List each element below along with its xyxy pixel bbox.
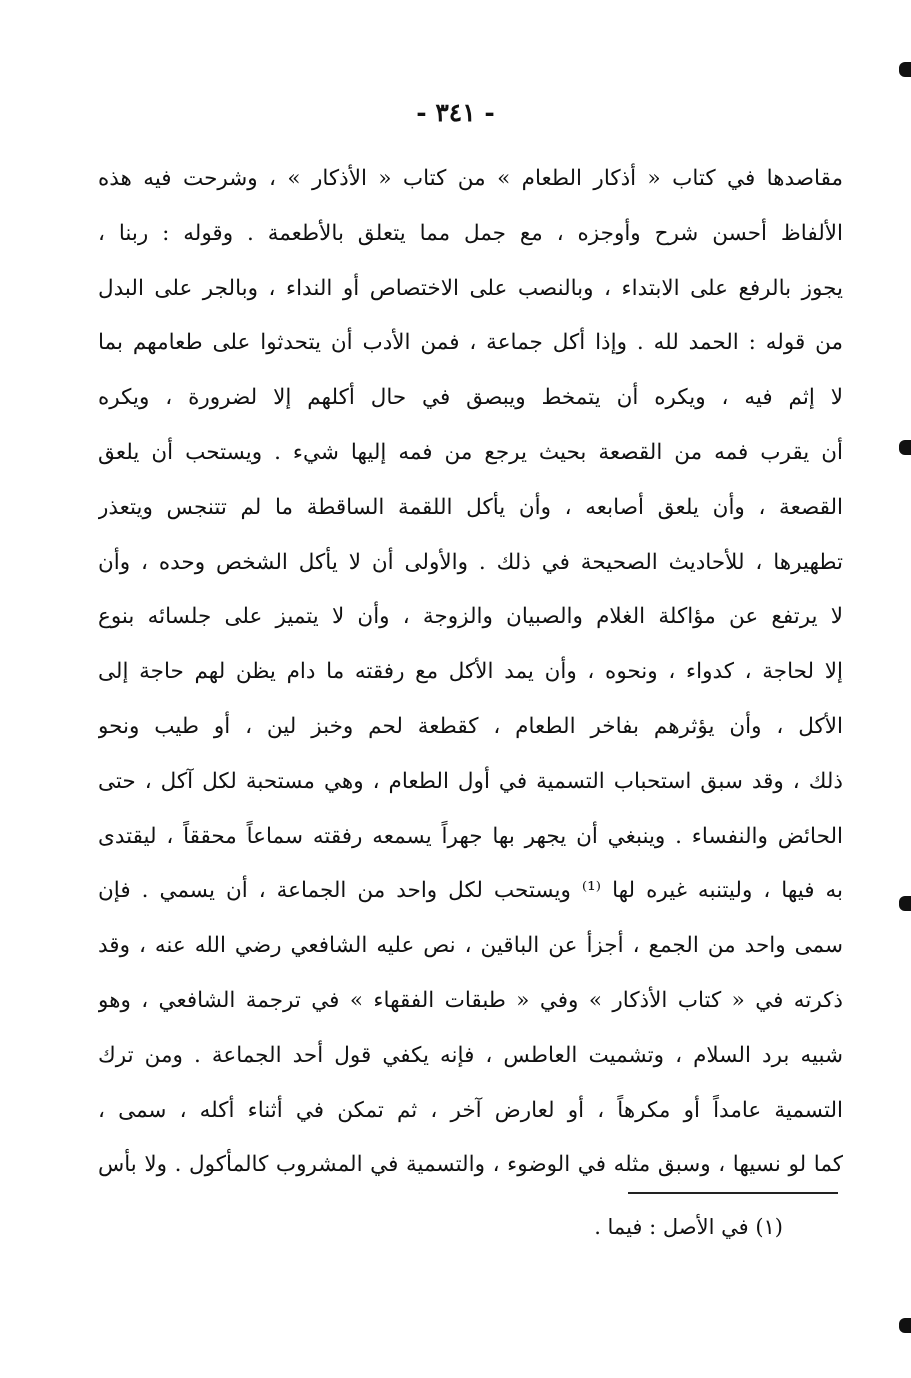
text-line: كما لو نسيها ، وسبق مثله في الوضوء ، والتسمية في المشروب كالمأكول . ولا بأس bbox=[98, 1152, 843, 1178]
footnote: (١) في الأصل : فيما . bbox=[594, 1215, 783, 1239]
text-line: الأكل ، وأن يؤثرهم بفاخر الطعام ، كقطعة لحم وخبز لين ، أو طيب ونحو bbox=[98, 713, 843, 739]
text-line: لا إثم فيه ، ويكره أن يتمخط ويبصق في حال أكلهم إلا لضرورة ، ويكره bbox=[98, 385, 843, 411]
footnote-divider bbox=[628, 1192, 838, 1194]
text-line: أن يقرب فمه من القصعة بحيث يرجع من فمه إليها شيء . ويستحب أن يلعق bbox=[98, 439, 843, 465]
text-line: من قوله : الحمد لله . وإذا أكل جماعة ، فمن الأدب أن يتحدثوا على طعامهم بما bbox=[98, 330, 843, 356]
text-line: القصعة ، وأن يلعق أصابعه ، وأن يأكل اللقمة الساقطة ما لم تتنجس ويتعذر bbox=[98, 494, 843, 520]
edge-mark bbox=[899, 62, 911, 77]
text-line: إلا لحاجة ، كدواء ، ونحوه ، وأن يمد الأكل مع رفقته ما دام يظن لهم حاجة إلى bbox=[98, 659, 843, 685]
text-line: الحائض والنفساء . وينبغي أن يجهر بها جهراً يسمعه رفقته سماعاً محققاً ، ليقتدى bbox=[98, 823, 843, 849]
text-line: لا يرتفع عن مؤاكلة الغلام والصبيان والزوجة ، وأن لا يتميز على جلسائه بنوع bbox=[98, 604, 843, 630]
text-line: ذلك ، وقد سبق استحباب التسمية في أول الطعام ، وهي مستحبة لكل آكل ، حتى bbox=[98, 768, 843, 794]
page-number: - ٣٤١ - bbox=[416, 98, 495, 127]
text-line: شبيه برد السلام ، وتشميت العاطس ، فإنه يكفي قول أحد الجماعة . ومن ترك bbox=[98, 1042, 843, 1068]
edge-mark bbox=[899, 440, 911, 455]
text-line: مقاصدها في كتاب « أذكار الطعام » من كتاب « الأذكار » ، وشرحت فيه هذه bbox=[98, 166, 843, 191]
text-line: تطهيرها ، للأحاديث الصحيحة في ذلك . والأولى أن لا يأكل الشخص وحده ، وأن bbox=[98, 549, 843, 575]
text-line: التسمية عامداً أو مكرهاً ، أو لعارض آخر ، ثم تمكن في أثناء أكله ، سمى ، bbox=[98, 1097, 843, 1123]
body-text bbox=[98, 152, 843, 1193]
text-line: سمى واحد من الجمع ، أجزأ عن الباقين ، نص عليه الشافعي رضي الله عنه ، وقد bbox=[98, 933, 843, 959]
text-line: يجوز بالرفع على الابتداء ، وبالنصب على الاختصاص أو النداء ، وبالجر على البدل bbox=[98, 275, 843, 301]
text-line: به فيها ، وليتنبه غيره لها ⁽¹⁾ ويستحب لكل واحد من الجماعة ، أن يسمي . فإن bbox=[98, 878, 843, 904]
text-line: الألفاظ أحسن شرح وأوجزه ، مع جمل مما يتعلق بالأطعمة . وقوله : ربنا ، bbox=[98, 220, 843, 246]
edge-mark bbox=[899, 896, 911, 911]
text-line: ذكرته في « كتاب الأذكار » وفي « طبقات الفقهاء » في ترجمة الشافعي ، وهو bbox=[98, 987, 843, 1013]
edge-mark bbox=[899, 1318, 911, 1333]
